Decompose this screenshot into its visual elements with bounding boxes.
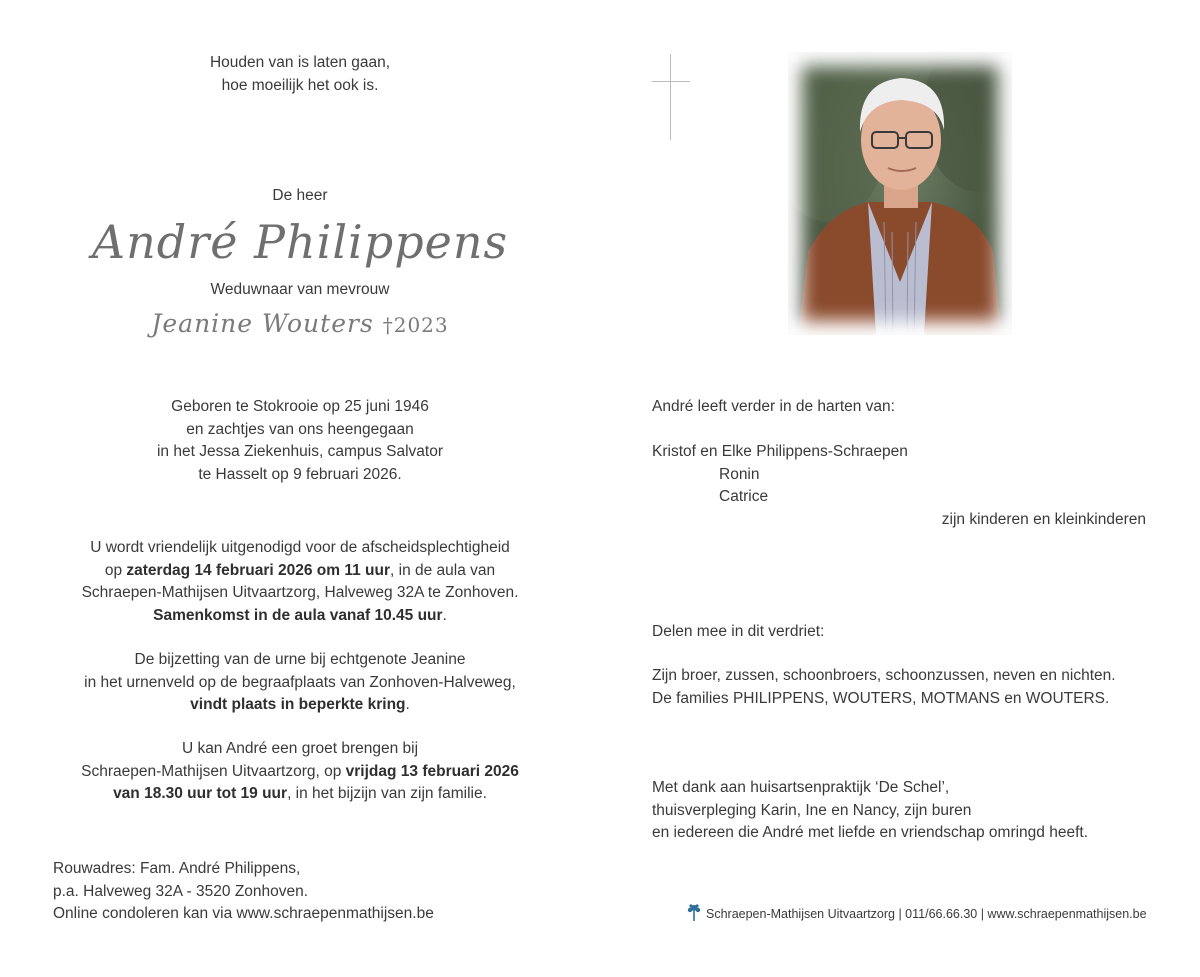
birth-death-details [60, 396, 540, 486]
address-line: Rouwadres: Fam. André Philippens, [53, 860, 301, 877]
born-line: Geboren te Stokrooie op 25 juni 1946 [171, 398, 429, 415]
visitation-notice [20, 738, 580, 806]
ceremony-text: . [442, 606, 447, 624]
visit-line: U kan André een groet brengen bij [181, 740, 419, 757]
born-line: te Hasselt op 9 februari 2026. [198, 465, 402, 483]
ceremony-line [20, 605, 580, 628]
ceremony-text: , in de aula van [390, 561, 496, 579]
born-line: in het Jessa Ziekenhuis, campus Salvator [156, 443, 444, 460]
visit-line [20, 761, 580, 784]
widower-text: Weduwnaar van mevrouw [210, 281, 390, 298]
family-line: Zijn broer, zussen, schoonbroers, schoonzussen, neven en nichten. [652, 667, 1116, 684]
family-line: De families PHILIPPENS, WOUTERS, MOTMANS en WOUTERS. [652, 689, 1110, 707]
ceremony-text: op [104, 561, 127, 579]
gathering-time: Samenkomst in de aula vanaf 10.45 uur [153, 606, 443, 624]
children-couple: Kristof en Elke Philippens-Schraepen [652, 443, 908, 460]
deceased-name: André Philippens [91, 215, 509, 269]
intro-text: De heer [272, 187, 328, 204]
thanks-line: Met dank aan huisartsenpraktijk ‘De Schel’, [652, 779, 950, 796]
burial-line [20, 694, 580, 717]
ceremony-invitation [20, 537, 580, 627]
children-list [652, 441, 1172, 531]
ceremony-line: U wordt vriendelijk uitgenodigd voor de afscheidsplechtigheid [90, 539, 510, 556]
spouse-name [60, 308, 540, 341]
ceremony-date: zaterdag 14 februari 2026 om 11 uur [126, 561, 391, 579]
spouse-death-year: †2023 [382, 313, 449, 337]
burial-text: . [405, 696, 410, 713]
ceremony-line [20, 560, 580, 583]
spouse-name-text: Jeanine Wouters [151, 309, 374, 338]
poem [100, 52, 500, 97]
thanks-line: thuisverpleging Karin, Ine en Nancy, zijn buren [652, 801, 972, 819]
tree-logo-icon [686, 903, 702, 921]
grandchild-name: Catrice [719, 488, 769, 505]
visit-text: Schraepen-Mathijsen Uitvaartzorg, op [81, 762, 346, 780]
share-grief-heading: Delen mee in dit verdriet: [652, 623, 825, 640]
mourning-address [53, 858, 553, 926]
relation-label: zijn kinderen en kleinkinderen [941, 510, 1146, 528]
burial-notice [20, 649, 580, 717]
footer-text: Schraepen-Mathijsen Uitvaartzorg | 011/66.66.30 | www.schraepenmathijsen.be [706, 907, 1147, 921]
grandchild-name: Ronin [719, 465, 760, 483]
burial-line: De bijzetting van de urne bij echtgenote Jeanine [134, 651, 466, 668]
condolence-link[interactable]: Online condoleren kan via www.schraepenmathijsen.be [53, 905, 434, 922]
burial-line: in het urnenveld op de begraafplaats van Zonhoven-Halveweg, [84, 673, 516, 691]
ceremony-line: Schraepen-Mathijsen Uitvaartzorg, Halveweg 32A te Zonhoven. [81, 584, 519, 601]
thanks-note [652, 777, 1172, 845]
visit-line [20, 783, 580, 806]
poem-line: Houden van is laten gaan, [209, 54, 391, 71]
address-line: p.a. Halveweg 32A - 3520 Zonhoven. [53, 882, 309, 900]
poem-line: hoe moeilijk het ook is. [221, 76, 379, 94]
funeral-home-footer [686, 903, 1156, 924]
burial-private: vindt plaats in beperkte kring [190, 696, 406, 713]
visit-time: van 18.30 uur tot 19 uur [113, 785, 288, 802]
cross-icon [652, 54, 690, 140]
visit-text: , in het bijzijn van zijn familie. [287, 785, 487, 802]
thanks-line: en iedereen die André met liefde en vriendschap omringd heeft. [652, 824, 1089, 841]
portrait-photo [788, 52, 1012, 335]
family-list [652, 665, 1172, 710]
remembered-by-heading: André leeft verder in de harten van: [652, 398, 895, 415]
visit-date: vrijdag 13 februari 2026 [345, 762, 519, 780]
born-line: en zachtjes van ons heengegaan [186, 420, 414, 438]
